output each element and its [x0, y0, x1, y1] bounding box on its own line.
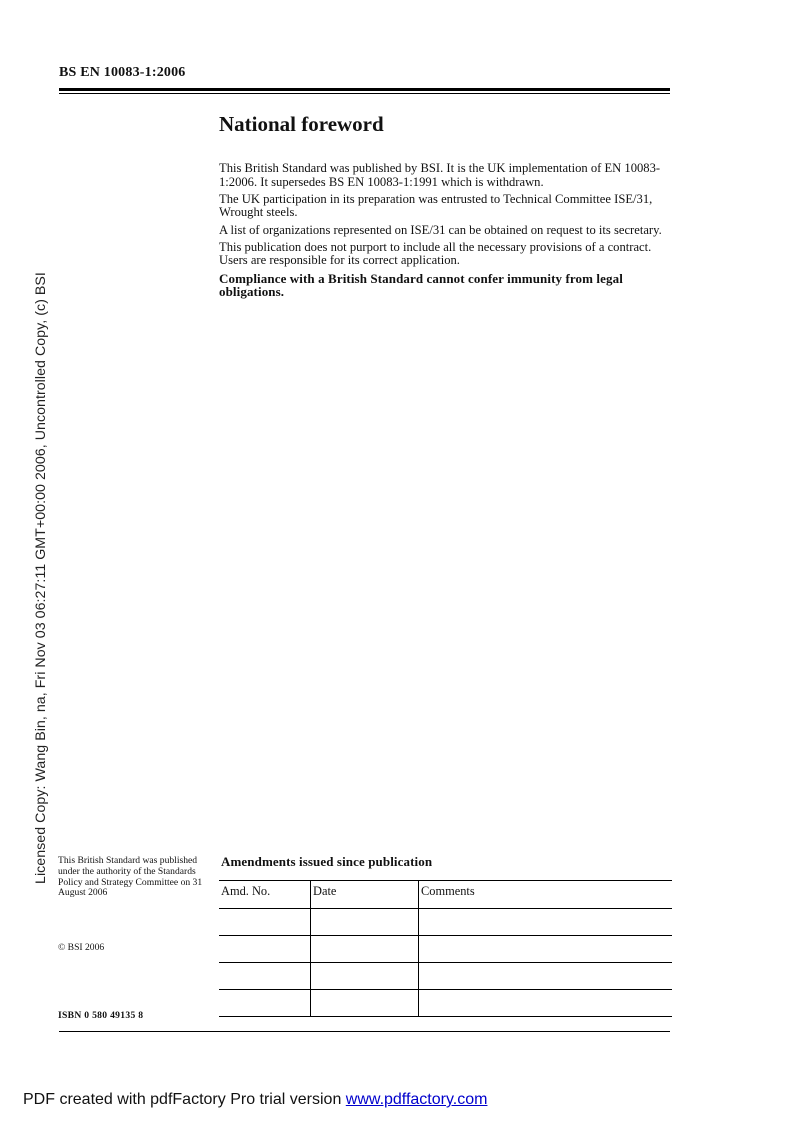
table-header-row: [219, 881, 672, 909]
copyright-notice: © BSI 2006: [58, 942, 105, 953]
amendments-title: Amendments issued since publication: [221, 854, 433, 869]
footer-rule: [59, 1031, 670, 1032]
pdf-creator-footer: [23, 1091, 487, 1109]
table-row: [219, 909, 672, 936]
table-cell: [219, 990, 311, 1017]
foreword-paragraph: This publication does not purport to include all the necessary provisions of a contract. Users are responsible for its correct application.: [219, 239, 652, 268]
table-cell: [419, 909, 673, 936]
table-cell: [219, 936, 311, 963]
foreword-paragraph: A list of organizations represented on ISE/31 can be obtained on request to its secretary.: [219, 222, 662, 237]
header-rule-thin: [59, 93, 670, 94]
table-cell: [419, 990, 673, 1017]
table-cell: [419, 936, 673, 963]
amendments-table: [219, 880, 672, 1017]
table-row: [219, 936, 672, 963]
page-title: National foreword: [219, 112, 384, 136]
table-row: [219, 963, 672, 990]
table-row: [219, 990, 672, 1017]
table-cell: [311, 963, 419, 990]
table-cell: [219, 909, 311, 936]
pdffactory-link[interactable]: www.pdffactory.com: [345, 1091, 488, 1108]
publication-note: This British Standard was published under the authority of the Standards Policy and Strategy Committee on 31 August 2006: [58, 855, 203, 899]
document-code: BS EN 10083-1:2006: [59, 65, 186, 80]
table-cell: [311, 990, 419, 1017]
license-watermark: Licensed Copy: Wang Bin, na, Fri Nov 03 06:27:11 GMT+00:00 2006, Uncontrolled Copy, (c) BSI: [33, 272, 49, 884]
column-header-amd-no: Amd. No.: [219, 881, 311, 909]
compliance-statement: Compliance with a British Standard cannot confer immunity from legal obligations.: [219, 270, 623, 300]
isbn: ISBN 0 580 49135 8: [58, 1010, 144, 1021]
header-rule-thick: [59, 88, 670, 91]
table-cell: [219, 963, 311, 990]
foreword-paragraph: The UK participation in its preparation was entrusted to Technical Committee ISE/31, Wrought steels.: [219, 191, 653, 220]
column-header-comments: Comments: [419, 881, 673, 909]
foreword-paragraph: This British Standard was published by BSI. It is the UK implementation of EN 10083-1:2006. It supersedes BS EN 10083-1:1991 which is withdrawn.: [219, 161, 661, 189]
table-cell: [419, 963, 673, 990]
column-header-date: Date: [311, 881, 419, 909]
foreword-body: [219, 162, 671, 302]
table-cell: [311, 909, 419, 936]
footer-text: PDF created with pdfFactory Pro trial version: [23, 1091, 346, 1108]
table-cell: [311, 936, 419, 963]
